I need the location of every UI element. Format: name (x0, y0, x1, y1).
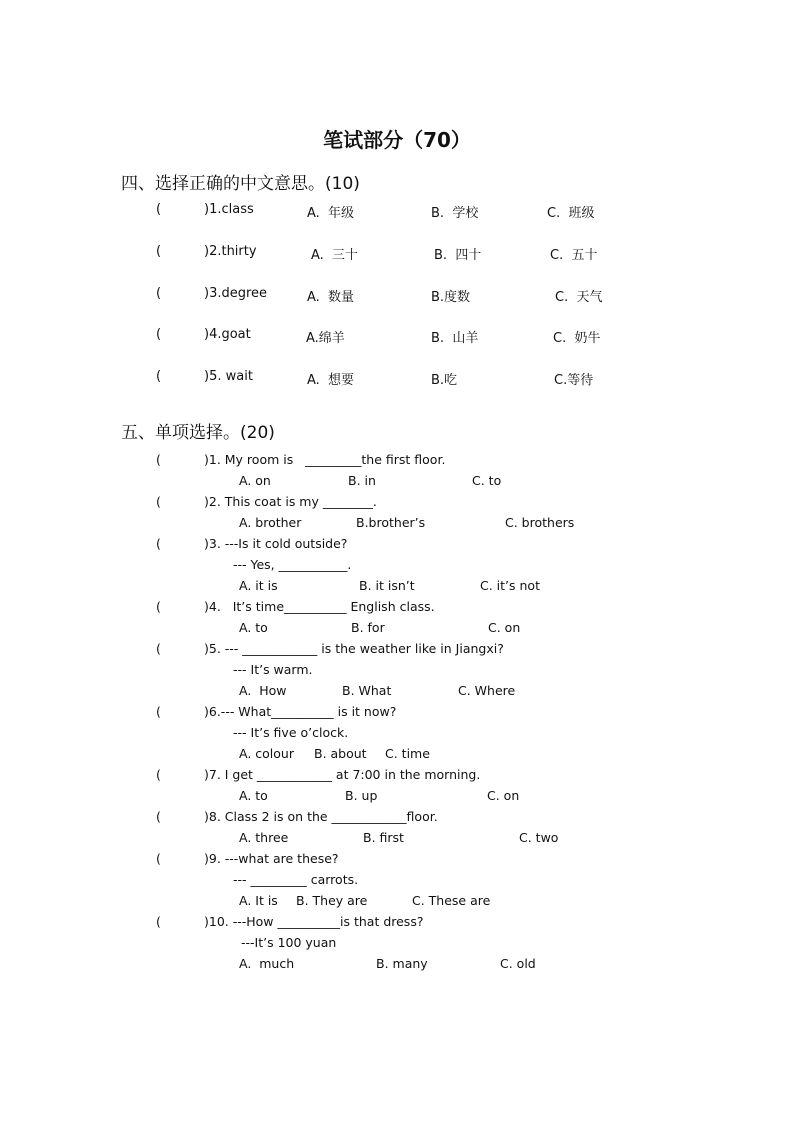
option-b: B. first (363, 830, 404, 845)
option-c: C. 班级 (547, 206, 595, 221)
option-a: A. brother (239, 515, 302, 530)
question-number-word: )4.goat (204, 327, 251, 342)
question-text: )7. I get ____________ at 7:00 in the morning. (204, 767, 481, 782)
option-b: B. up (345, 788, 378, 803)
option-a: A. It is (239, 893, 278, 908)
section-4-heading: 四、选择正确的中文意思。(10) (121, 174, 360, 194)
dialogue-line: --- _________ carrots. (233, 872, 359, 887)
question-text: )4. It’s time__________ English class. (204, 599, 435, 614)
option-b: B.brother’s (356, 515, 426, 530)
answer-paren: ( (156, 641, 161, 656)
question-text: )9. ---what are these? (204, 851, 339, 866)
answer-paren: ( (156, 202, 162, 217)
option-c: C. on (488, 620, 521, 635)
option-a: A. 年级 (307, 206, 355, 221)
page-title: 笔试部分（70） (323, 128, 471, 152)
option-b: B.度数 (431, 290, 471, 305)
option-c: C. Where (458, 683, 516, 698)
option-b: B. about (314, 746, 367, 761)
option-a: A. on (239, 473, 271, 488)
option-c: C. to (472, 473, 502, 488)
option-b: B. it isn’t (359, 578, 415, 593)
answer-paren: ( (156, 851, 161, 866)
answer-paren: ( (156, 914, 161, 929)
dialogue-line: --- It’s warm. (233, 662, 313, 677)
answer-paren: ( (156, 536, 161, 551)
question-number-word: )3.degree (204, 286, 268, 301)
option-b: B. 四十 (434, 248, 482, 263)
option-b: B.吃 (431, 373, 458, 388)
answer-paren: ( (156, 369, 162, 384)
option-a: A. How (239, 683, 287, 698)
question-text: )5. --- ____________ is the weather like in Jiangxi? (204, 641, 504, 656)
option-c: C. 天气 (555, 290, 603, 305)
option-b: B. in (348, 473, 376, 488)
question-number-word: )2.thirty (204, 244, 257, 259)
option-b: B. 山羊 (431, 331, 479, 346)
option-c: C.等待 (554, 373, 594, 388)
question-number-word: )5. wait (204, 369, 253, 384)
option-b: B. They are (296, 893, 368, 908)
dialogue-line: --- It’s five o’clock. (233, 725, 349, 740)
option-b: B. 学校 (431, 206, 479, 221)
answer-paren: ( (156, 767, 161, 782)
option-c: C. two (519, 830, 559, 845)
option-c: C. old (500, 956, 536, 971)
option-b: B. for (351, 620, 385, 635)
question-text: )6.--- What__________ is it now? (204, 704, 397, 719)
option-c: C. 奶牛 (553, 331, 601, 346)
option-a: A. it is (239, 578, 278, 593)
option-a: A.绵羊 (306, 331, 345, 346)
option-a: A. 数量 (307, 290, 355, 305)
dialogue-line: --- Yes, ___________. (233, 557, 352, 572)
question-text: )3. ---Is it cold outside? (204, 536, 348, 551)
question-text: )1. My room is _________the first floor. (204, 452, 446, 467)
answer-paren: ( (156, 286, 162, 301)
answer-paren: ( (156, 244, 162, 259)
option-b: B. What (342, 683, 392, 698)
dialogue-line: ---It’s 100 yuan (241, 935, 337, 950)
option-c: C. it’s not (480, 578, 540, 593)
option-c: C. These are (412, 893, 491, 908)
section-5-heading: 五、单项选择。(20) (121, 423, 275, 443)
option-a: A. to (239, 788, 268, 803)
option-c: C. on (487, 788, 520, 803)
question-text: )10. ---How __________is that dress? (204, 914, 424, 929)
question-text: )2. This coat is my ________. (204, 494, 377, 509)
option-a: A. 三十 (311, 248, 359, 263)
option-b: B. many (376, 956, 428, 971)
option-a: A. 想要 (307, 373, 355, 388)
option-c: C. brothers (505, 515, 575, 530)
option-a: A. to (239, 620, 268, 635)
answer-paren: ( (156, 452, 161, 467)
answer-paren: ( (156, 704, 161, 719)
answer-paren: ( (156, 809, 161, 824)
option-a: A. much (239, 956, 295, 971)
answer-paren: ( (156, 599, 161, 614)
option-a: A. three (239, 830, 289, 845)
option-c: C. 五十 (550, 248, 598, 263)
question-text: )8. Class 2 is on the ____________floor. (204, 809, 438, 824)
question-number-word: )1.class (204, 202, 254, 217)
option-a: A. colour (239, 746, 294, 761)
answer-paren: ( (156, 327, 162, 342)
answer-paren: ( (156, 494, 161, 509)
option-c: C. time (385, 746, 430, 761)
